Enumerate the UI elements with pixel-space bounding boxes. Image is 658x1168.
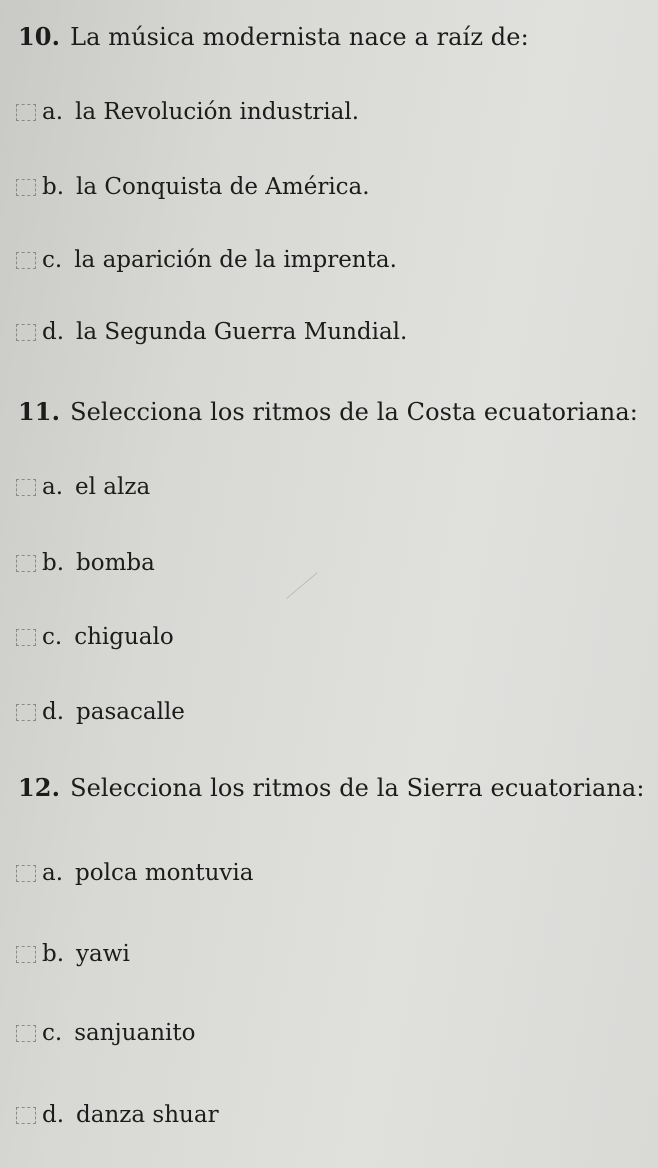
option-b: [16, 548, 155, 578]
answer-checkbox[interactable]: [16, 479, 36, 496]
option-letter: c.: [42, 1020, 63, 1046]
option-c: [16, 245, 397, 275]
option-letter: a.: [42, 860, 64, 886]
option-letter: b.: [42, 941, 65, 967]
option-d: [16, 317, 407, 347]
option-text: la Segunda Guerra Mundial.: [76, 319, 408, 345]
answer-checkbox[interactable]: [16, 629, 36, 646]
option-text: la Conquista de América.: [76, 174, 370, 200]
question-number: 12.: [18, 773, 61, 802]
option-a: [16, 97, 359, 127]
option-letter: c.: [42, 247, 63, 273]
option-text: la Revolución industrial.: [75, 99, 360, 125]
option-text: polca montuvia: [75, 860, 254, 886]
answer-checkbox[interactable]: [16, 104, 36, 121]
option-b: [16, 939, 130, 969]
answer-checkbox[interactable]: [16, 1107, 36, 1124]
question-text: La música modernista nace a raíz de:: [70, 23, 529, 51]
answer-checkbox[interactable]: [16, 555, 36, 572]
option-letter: d.: [42, 319, 65, 345]
answer-checkbox[interactable]: [16, 179, 36, 196]
option-letter: c.: [42, 624, 63, 650]
option-text: danza shuar: [76, 1102, 219, 1128]
option-text: sanjuanito: [74, 1020, 196, 1046]
option-a: [16, 858, 253, 888]
option-text: bomba: [76, 550, 155, 576]
question-number: 10.: [18, 22, 61, 51]
question-title: [18, 22, 529, 52]
option-text: chigualo: [74, 624, 174, 650]
option-letter: a.: [42, 474, 64, 500]
question-text: Selecciona los ritmos de la Costa ecuatoriana:: [70, 398, 638, 426]
answer-checkbox[interactable]: [16, 946, 36, 963]
question-title: [18, 773, 645, 803]
option-letter: d.: [42, 1102, 65, 1128]
option-d: [16, 1100, 219, 1130]
question-number: 11.: [18, 397, 61, 426]
paper-crease: [286, 572, 317, 598]
answer-checkbox[interactable]: [16, 324, 36, 341]
option-letter: a.: [42, 99, 64, 125]
option-letter: d.: [42, 699, 65, 725]
option-a: [16, 472, 150, 502]
question-text: Selecciona los ritmos de la Sierra ecuatoriana:: [70, 774, 645, 802]
answer-checkbox[interactable]: [16, 704, 36, 721]
option-d: [16, 697, 185, 727]
option-b: [16, 172, 370, 202]
option-letter: b.: [42, 174, 65, 200]
option-c: [16, 622, 174, 652]
option-text: el alza: [75, 474, 151, 500]
answer-checkbox[interactable]: [16, 252, 36, 269]
answer-checkbox[interactable]: [16, 1025, 36, 1042]
option-text: yawi: [76, 941, 130, 967]
option-letter: b.: [42, 550, 65, 576]
option-text: pasacalle: [76, 699, 185, 725]
option-text: la aparición de la imprenta.: [74, 247, 397, 273]
question-title: [18, 397, 638, 427]
option-c: [16, 1018, 195, 1048]
answer-checkbox[interactable]: [16, 865, 36, 882]
